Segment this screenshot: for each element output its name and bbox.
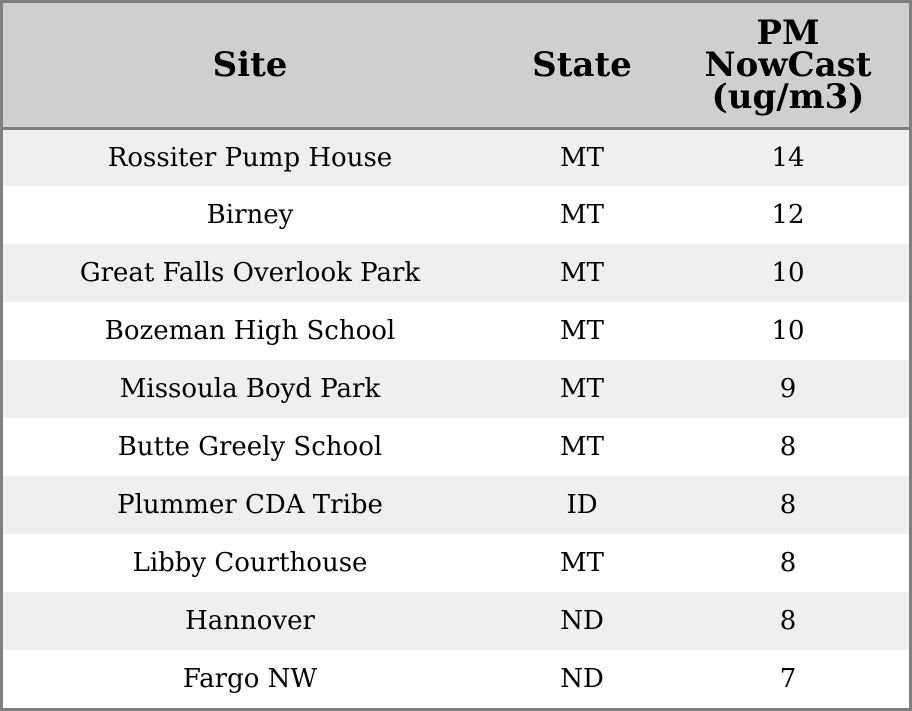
header-row [3,3,909,128]
cell-pm-value: 7 [779,664,797,694]
cell-state: ND [560,606,604,636]
table-row [3,302,909,360]
cell-site: Fargo NW [182,664,318,694]
column-header-pm-line-2: NowCast [704,44,872,85]
column-header-site-label: Site [212,44,288,85]
cell-state: ND [560,664,604,694]
cell-pm-value: 9 [779,374,797,404]
data-table [3,3,909,708]
table-row [3,592,909,650]
table-row [3,360,909,418]
cell-pm-value: 8 [779,490,797,520]
cell-state: ID [566,490,598,520]
column-header-state [497,3,667,128]
column-header-pm-line-1: PM [756,12,820,53]
cell-pm-value: 12 [771,200,805,230]
cell-site: Bozeman High School [104,316,396,346]
cell-state: MT [560,548,604,578]
cell-state: MT [560,374,604,404]
cell-site: Rossiter Pump House [107,142,393,173]
table-row [3,186,909,244]
cell-pm-value: 10 [771,316,805,346]
column-header-pm-line-3: (ug/m3) [711,76,865,117]
cell-site: Libby Courthouse [132,548,368,578]
table-row [3,418,909,476]
column-header-state-label: State [532,44,632,85]
cell-pm-value: 10 [771,258,805,288]
column-header-site [3,3,497,128]
table-row [3,244,909,302]
table-header [3,3,909,128]
cell-state: MT [560,432,604,462]
cell-pm-value: 8 [779,548,797,578]
cell-state: MT [560,258,604,288]
cell-state: MT [560,316,604,346]
table-row [3,476,909,534]
cell-state: MT [560,142,604,173]
table-body [3,128,909,708]
table-row [3,128,909,186]
table-row [3,650,909,708]
cell-state: MT [560,200,604,230]
cell-pm-value: 8 [779,606,797,636]
cell-site: Birney [206,200,294,230]
cell-site: Missoula Boyd Park [119,374,381,404]
cell-pm-value: 14 [771,142,805,173]
cell-site: Hannover [185,606,315,636]
table-row [3,534,909,592]
cell-site: Plummer CDA Tribe [117,490,383,520]
cell-pm-value: 8 [779,432,797,462]
column-header-pm-nowcast [667,3,909,128]
cell-site: Great Falls Overlook Park [79,258,421,288]
cell-site: Butte Greely School [117,432,383,462]
